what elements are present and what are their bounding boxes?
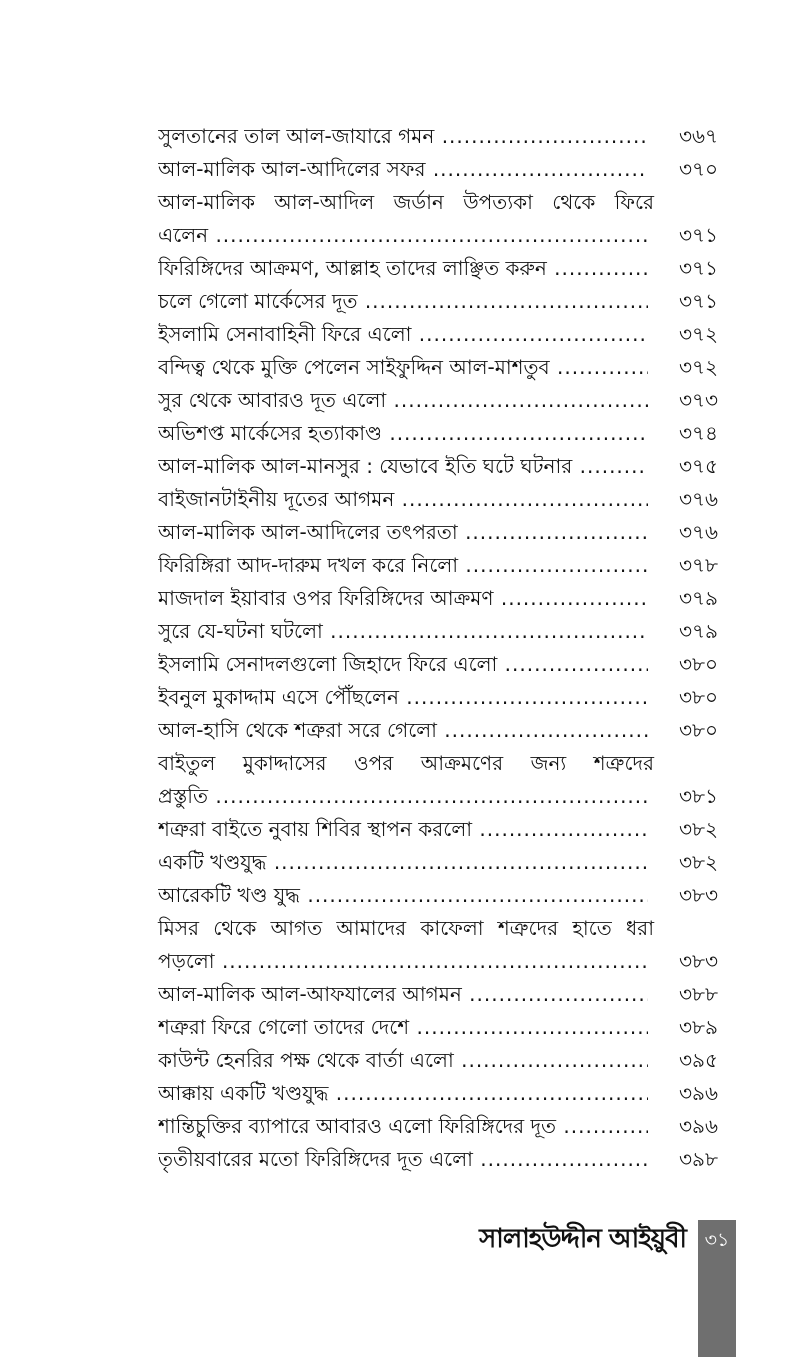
toc-entry-title: চলে গেলো মার্কেসের দূত ..... — [158, 285, 648, 318]
toc-entry-page: ৩৮২ — [679, 850, 718, 874]
toc-entry-page: ৩৮৮ — [679, 982, 718, 1006]
toc-entry-title: আক্কায় একটি খণ্ডযুদ্ধ ..... — [158, 1077, 648, 1110]
toc-entry-page: ৩৮০ — [679, 652, 718, 676]
toc-entry — [158, 648, 718, 681]
toc-entry-title-line1: মিসর থেকে আগত আমাদের কাফেলা শত্রুদের হাতে ধরা — [158, 916, 654, 940]
toc-entry-title: বাইজানটাইনীয় দূতের আগমন ..... — [158, 483, 648, 516]
toc-entry — [158, 1077, 718, 1110]
toc-entry-title: মাজদাল ইয়াবার ওপর ফিরিঙ্গিদের আক্রমণ ..... — [158, 582, 648, 615]
toc-entry-page: ৩৮০ — [679, 685, 718, 709]
toc-entry — [158, 351, 718, 384]
toc-entry — [158, 714, 718, 747]
toc-entry-page: ৩৮৯ — [679, 1015, 718, 1039]
toc-entry — [158, 285, 718, 318]
toc-entry-title: ইসলামি সেনাদলগুলো জিহাদে ফিরে এলো ..... — [158, 648, 648, 681]
toc-entry-title: আল-মালিক আল-মানসুর : যেভাবে ইতি ঘটে ঘটনার ..... — [158, 450, 648, 483]
toc-entry — [158, 681, 718, 714]
toc-entry — [158, 318, 718, 351]
toc-entry — [158, 483, 718, 516]
toc-entry — [158, 813, 718, 846]
toc-entry-page: ৩৭৯ — [679, 586, 718, 610]
table-of-contents — [158, 120, 718, 1176]
toc-entry-title: শান্তিচুক্তির ব্যাপারে আবারও এলো ফিরিঙ্গিদের দূত ..... — [158, 1110, 648, 1143]
toc-entry-page: ৩৭০ — [678, 157, 718, 181]
toc-entry-title: তৃতীয়বারের মতো ফিরিঙ্গিদের দূত এলো ..... — [158, 1143, 648, 1176]
toc-entry-title-line1: বাইতুল মুকাদ্দাসের ওপর আক্রমণের জন্য শত্রুদের — [158, 751, 654, 775]
toc-entry — [158, 747, 718, 813]
toc-entry-page: ৩৭১ — [679, 223, 718, 247]
toc-entry-title: সুলতানের তাল আল-জাযারে গমন ..... — [158, 120, 648, 153]
toc-entry-page: ৩৭২ — [678, 355, 718, 379]
toc-entry-page: ৩৮৩ — [679, 883, 718, 907]
book-title: সালাহউদ্দীন আইয়ুবী — [479, 1224, 686, 1254]
toc-entry-page: ৩৮১ — [679, 784, 718, 808]
toc-entry — [158, 1143, 718, 1176]
toc-entry — [158, 153, 718, 186]
toc-entry — [158, 1110, 718, 1143]
toc-entry-page: ৩৭৬ — [678, 487, 718, 511]
toc-entry — [158, 549, 718, 582]
toc-entry-page: ৩৯৮ — [679, 1147, 718, 1171]
toc-entry — [158, 1011, 718, 1044]
toc-entry — [158, 1044, 718, 1077]
toc-entry — [158, 417, 718, 450]
toc-entry-title: অভিশপ্ত মার্কেসের হত্যাকাণ্ড ..... — [158, 417, 648, 450]
toc-entry-title-line1: আল-মালিক আল-আদিল জর্ডান উপত্যকা থেকে ফিরে — [158, 190, 654, 214]
toc-entry-title: পড়লো ..... — [158, 945, 648, 978]
toc-entry-title: শত্রুরা বাইতে নুবায় শিবির স্থাপন করলো ..... — [158, 813, 648, 846]
page-tab — [698, 1220, 736, 1357]
toc-entry-page: ৩৭৫ — [679, 454, 718, 478]
page-number: ৩১ — [704, 1229, 730, 1251]
toc-entry-page: ৩৭২ — [678, 322, 718, 346]
toc-entry-title: প্রস্তুতি ..... — [158, 780, 648, 813]
toc-entry-title: এলেন ..... — [158, 219, 648, 252]
toc-entry-title: সুরে যে-ঘটনা ঘটলো ..... — [158, 615, 648, 648]
toc-entry-title: সুর থেকে আবারও দূত এলো ..... — [158, 384, 648, 417]
toc-entry — [158, 384, 718, 417]
toc-entry — [158, 516, 718, 549]
toc-entry-page: ৩৬৭ — [678, 124, 718, 148]
toc-entry — [158, 120, 718, 153]
toc-entry — [158, 450, 718, 483]
toc-entry-page: ৩৮২ — [679, 817, 718, 841]
toc-entry-page: ৩৮০ — [679, 718, 718, 742]
toc-entry — [158, 252, 718, 285]
toc-entry-title: আল-হাসি থেকে শত্রুরা সরে গেলো ..... — [158, 714, 648, 747]
toc-entry-title: কাউন্ট হেনরির পক্ষ থেকে বার্তা এলো ..... — [158, 1044, 648, 1077]
toc-entry-title: আল-মালিক আল-আদিলের তৎপরতা ..... — [158, 516, 648, 549]
toc-entry — [158, 879, 718, 912]
toc-entry-title: বন্দিত্ব থেকে মুক্তি পেলেন সাইফুদ্দিন আল-মাশতুব ..... — [158, 351, 648, 384]
toc-entry — [158, 615, 718, 648]
toc-entry-page: ৩৭৪ — [679, 421, 718, 445]
toc-entry — [158, 912, 718, 978]
toc-entry-page: ৩৭১ — [679, 289, 718, 313]
toc-entry-title: ফিরিঙ্গিরা আদ-দারুম দখল করে নিলো ..... — [158, 549, 648, 582]
toc-entry-page: ৩৮৩ — [679, 949, 718, 973]
toc-entry-title: ইবনুল মুকাদ্দাম এসে পৌঁছলেন ..... — [158, 681, 648, 714]
toc-entry-title: শত্রুরা ফিরে গেলো তাদের দেশে ..... — [158, 1011, 648, 1044]
toc-entry — [158, 582, 718, 615]
toc-entry-page: ৩৭১ — [679, 256, 718, 280]
toc-entry-title: একটি খণ্ডযুদ্ধ ..... — [158, 846, 648, 879]
toc-entry-page: ৩৯৬ — [679, 1114, 718, 1138]
toc-entry-page: ৩৭৩ — [678, 388, 718, 412]
toc-entry-title: ফিরিঙ্গিদের আক্রমণ, আল্লাহ তাদের লাঞ্ছিত করুন ..... — [158, 252, 648, 285]
toc-entry-title: আরেকটি খণ্ড যুদ্ধ ..... — [158, 879, 648, 912]
toc-entry-page: ৩৭৮ — [679, 553, 718, 577]
toc-entry-page: ৩৭৯ — [679, 619, 718, 643]
toc-entry-page: ৩৭৬ — [678, 520, 718, 544]
toc-entry — [158, 186, 718, 252]
toc-entry-title: ইসলামি সেনাবাহিনী ফিরে এলো ..... — [158, 318, 648, 351]
toc-entry-title: আল-মালিক আল-আদিলের সফর ..... — [158, 153, 648, 186]
toc-entry — [158, 978, 718, 1011]
toc-entry-page: ৩৯৬ — [679, 1081, 718, 1105]
toc-entry-page: ৩৯৫ — [679, 1048, 718, 1072]
toc-entry-title: আল-মালিক আল-আফযালের আগমন ..... — [158, 978, 648, 1011]
toc-entry — [158, 846, 718, 879]
